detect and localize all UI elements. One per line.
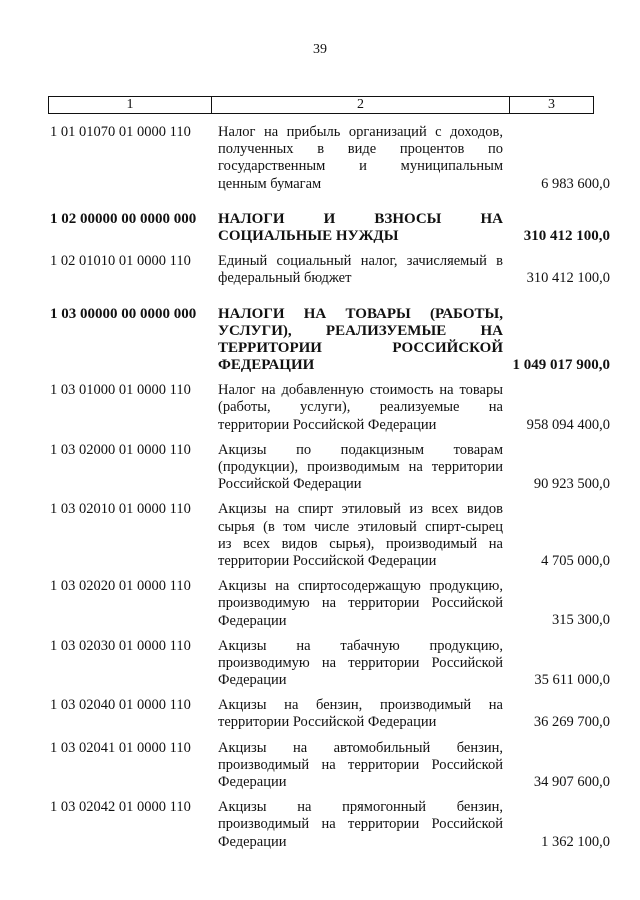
revenue-description xyxy=(218,799,503,851)
budget-code: 1 03 02040 01 0000 110 xyxy=(50,697,191,714)
budget-code: 1 02 00000 00 0000 000 xyxy=(50,210,197,227)
table-header xyxy=(48,96,594,114)
revenue-description xyxy=(218,306,503,375)
amount-value: 35 611 000,0 xyxy=(534,672,610,689)
budget-code: 1 01 01070 01 0000 110 xyxy=(50,124,191,140)
budget-code: 1 03 02010 01 0000 110 xyxy=(50,501,191,518)
description-line: УСЛУГИ), РЕАЛИЗУЕМЫЕ НА xyxy=(218,322,503,339)
revenue-description xyxy=(218,382,503,434)
description-line: Акцизы на прямогонный бензин, xyxy=(218,799,503,816)
description-line: территории Российской Федерации xyxy=(218,714,437,731)
description-line: Федерации xyxy=(218,833,287,850)
table-row xyxy=(0,124,640,193)
revenue-description xyxy=(218,253,503,287)
budget-code: 1 03 02042 01 0000 110 xyxy=(50,799,191,816)
description-line: сырья (в том числе этиловый спирт-сырец xyxy=(218,518,503,535)
description-line: производимую на территории Российской xyxy=(218,654,503,671)
description-line: Российской Федерации xyxy=(218,476,362,493)
description-line: ФЕДЕРАЦИИ xyxy=(218,357,315,374)
amount-value: 4 705 000,0 xyxy=(541,552,610,569)
amount-value: 1 049 017 900,0 xyxy=(512,357,610,374)
amount-value: 310 412 100,0 xyxy=(523,227,610,244)
revenue-description xyxy=(218,638,503,690)
description-line: Федерации xyxy=(218,672,287,689)
budget-table-body xyxy=(0,124,640,851)
column-header-1: 1 xyxy=(49,97,212,113)
table-row xyxy=(0,697,640,731)
description-line: Налог на прибыль организаций с доходов, xyxy=(218,124,503,140)
description-line: ТЕРРИТОРИИ РОССИЙСКОЙ xyxy=(218,339,503,356)
description-line: НАЛОГИ И ВЗНОСЫ НА xyxy=(218,210,503,227)
revenue-description xyxy=(218,697,503,731)
description-line: НАЛОГИ НА ТОВАРЫ (РАБОТЫ, xyxy=(218,305,503,322)
description-line: Акцизы на спирт этиловый из всех видов xyxy=(218,501,503,518)
table-row xyxy=(0,740,640,792)
budget-code: 1 02 01010 01 0000 110 xyxy=(50,253,191,270)
description-line: производимый на территории Российской xyxy=(218,816,503,833)
description-line: Налог на добавленную стоимость на товары xyxy=(218,382,503,399)
table-row xyxy=(0,253,640,287)
budget-code: 1 03 02030 01 0000 110 xyxy=(50,637,191,654)
description-line: Акцизы на спиртосодержащую продукцию, xyxy=(218,578,503,595)
amount-value: 1 362 100,0 xyxy=(541,833,610,850)
revenue-description xyxy=(218,211,503,245)
table-row xyxy=(0,799,640,851)
amount-value: 958 094 400,0 xyxy=(526,416,610,433)
revenue-description xyxy=(218,578,503,630)
amount-value: 36 269 700,0 xyxy=(533,714,610,731)
description-line: ценным бумагам xyxy=(218,175,322,192)
budget-code: 1 03 02020 01 0000 110 xyxy=(50,578,191,595)
amount-value: 6 983 600,0 xyxy=(541,175,610,192)
description-line: федеральный бюджет xyxy=(218,270,352,287)
budget-code: 1 03 02041 01 0000 110 xyxy=(50,739,191,756)
description-line: полученных в виде процентов по xyxy=(218,141,503,158)
table-row xyxy=(0,306,640,375)
table-row xyxy=(0,442,640,494)
revenue-description xyxy=(218,740,503,792)
page-number: 39 xyxy=(313,42,327,57)
table-row xyxy=(0,578,640,630)
amount-value: 34 907 600,0 xyxy=(533,773,610,790)
description-line: территории Российской Федерации xyxy=(218,552,437,569)
table-row xyxy=(0,501,640,570)
description-line: производимый на территории Российской xyxy=(218,756,503,773)
budget-code: 1 03 01000 01 0000 110 xyxy=(50,382,191,399)
amount-value: 310 412 100,0 xyxy=(526,270,610,287)
description-line: из всех видов сырья), производимый на xyxy=(218,535,503,552)
description-line: Акцизы по подакцизным товарам xyxy=(218,441,503,458)
column-header-2: 2 xyxy=(212,97,510,113)
amount-value: 315 300,0 xyxy=(552,612,610,629)
column-header-3: 3 xyxy=(548,97,555,112)
description-line: Акцизы на автомобильный бензин, xyxy=(218,739,503,756)
description-line: государственным и муниципальным xyxy=(218,158,503,175)
description-line: Федерации xyxy=(218,612,287,629)
description-line: Акцизы на табачную продукцию, xyxy=(218,637,503,654)
table-row xyxy=(0,382,640,434)
description-line: (работы, услуги), реализуемые на xyxy=(218,399,503,416)
description-line: территории Российской Федерации xyxy=(218,416,437,433)
description-line: СОЦИАЛЬНЫЕ НУЖДЫ xyxy=(218,227,399,244)
budget-code: 1 03 00000 00 0000 000 xyxy=(50,305,197,322)
description-line: Единый социальный налог, зачисляемый в xyxy=(218,253,503,270)
description-line: производимую на территории Российской xyxy=(218,595,503,612)
budget-code: 1 03 02000 01 0000 110 xyxy=(50,441,191,458)
table-row xyxy=(0,211,640,245)
revenue-description xyxy=(218,442,503,494)
description-line: Федерации xyxy=(218,774,287,790)
table-row xyxy=(0,638,640,690)
revenue-description xyxy=(218,124,503,193)
amount-value: 90 923 500,0 xyxy=(533,476,610,493)
description-line: Акцизы на бензин, производимый на xyxy=(218,697,503,714)
revenue-description xyxy=(218,501,503,570)
description-line: (продукции), производимым на территории xyxy=(218,459,503,475)
